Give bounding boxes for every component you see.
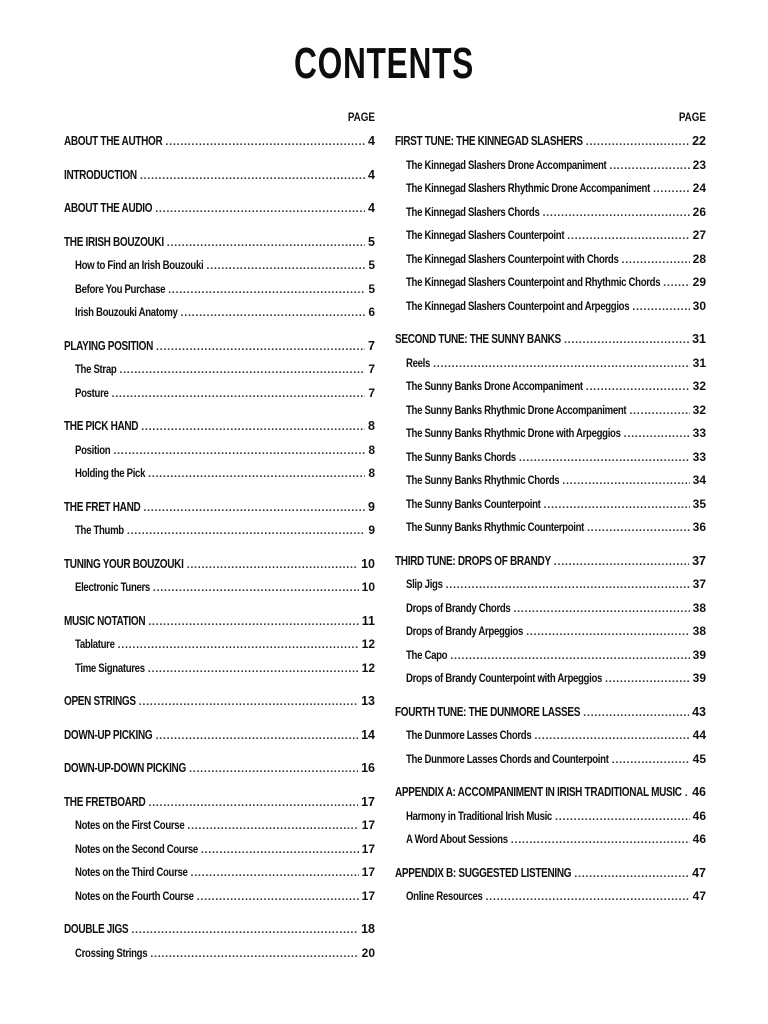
entry-page-number: 12 <box>361 660 375 675</box>
toc-section <box>64 197 375 221</box>
dot-leader <box>118 634 359 657</box>
dot-leader <box>139 691 358 714</box>
dot-leader <box>450 645 689 668</box>
dot-leader <box>148 463 365 486</box>
toc-section-entry[interactable] <box>64 791 375 815</box>
entry-page-number: 44 <box>692 728 706 742</box>
dot-leader <box>621 249 689 272</box>
toc-section-entry[interactable] <box>64 496 375 520</box>
toc-subsection-entry[interactable] <box>395 224 706 248</box>
toc-subsection-entry[interactable] <box>395 399 706 423</box>
entry-page-number: 17 <box>361 818 375 832</box>
toc-subsection-entry[interactable] <box>395 422 706 446</box>
entry-page-number: 5 <box>368 234 375 249</box>
dot-leader <box>148 792 358 815</box>
dot-leader <box>519 447 690 470</box>
entry-title: How to Find an Irish Bouzouki <box>75 258 204 272</box>
dot-leader <box>511 829 690 852</box>
dot-leader <box>624 423 690 446</box>
toc-section <box>395 550 706 691</box>
toc-subsection-entry[interactable] <box>64 838 375 862</box>
dot-leader <box>148 611 359 634</box>
entry-page-number: 36 <box>692 520 706 534</box>
toc-section-entry[interactable] <box>395 550 706 574</box>
dot-leader <box>140 165 365 188</box>
entry-page-number: 12 <box>361 637 375 651</box>
dot-leader <box>567 225 689 248</box>
entry-title: Drops of Brandy Arpeggios <box>406 624 523 638</box>
toc-section-entry[interactable] <box>64 130 375 154</box>
entry-title: The Kinnegad Slashers Rhythmic Drone Accompaniment <box>406 181 650 195</box>
dot-leader <box>155 198 365 221</box>
toc-sections <box>64 130 375 965</box>
dot-leader <box>197 886 359 909</box>
entry-page-number: 8 <box>368 419 375 433</box>
dot-leader <box>153 577 359 600</box>
entry-page-number: 47 <box>692 889 706 903</box>
entry-page-number: 9 <box>368 499 375 514</box>
entry-title: The Strap <box>75 362 117 376</box>
toc-section <box>395 862 706 909</box>
entry-page-number: 4 <box>368 167 375 182</box>
toc-section-entry[interactable] <box>64 164 375 188</box>
dot-leader <box>629 400 689 423</box>
toc-section-entry[interactable] <box>64 335 375 359</box>
dot-leader <box>127 520 365 543</box>
entry-page-number: 5 <box>368 258 375 272</box>
dot-leader <box>609 155 689 178</box>
toc-subsection-entry[interactable] <box>395 748 706 772</box>
entry-title: The Thumb <box>75 523 124 537</box>
entry-title: FOURTH TUNE: THE DUNMORE LASSES <box>395 704 581 719</box>
entry-title: MUSIC NOTATION <box>64 613 146 628</box>
entry-page-number: 7 <box>368 338 375 353</box>
entry-page-number: 18 <box>361 922 375 936</box>
dot-leader <box>583 702 689 725</box>
dot-leader <box>653 178 690 201</box>
toc-subsection-entry[interactable] <box>395 620 706 644</box>
entry-title: Reels <box>406 355 431 370</box>
entry-page-number: 37 <box>692 577 706 591</box>
toc-subsection-entry[interactable] <box>64 576 375 600</box>
entry-page-number: 4 <box>368 201 375 215</box>
entry-title: The Sunny Banks Rhythmic Chords <box>406 473 560 487</box>
dot-leader <box>201 839 359 862</box>
toc-subsection-entry[interactable] <box>395 644 706 668</box>
toc-sections <box>395 130 706 909</box>
entry-page-number: 32 <box>692 402 706 417</box>
dot-leader <box>632 296 689 319</box>
entry-title: Electronic Tuners <box>75 580 150 594</box>
dot-leader <box>143 497 365 520</box>
toc-subsection-entry[interactable] <box>395 154 706 178</box>
dot-leader <box>564 329 689 352</box>
dot-leader <box>113 440 365 463</box>
entry-title: Crossing Strings <box>75 945 148 960</box>
entry-title: The Kinnegad Slashers Drone Accompaniment <box>406 157 607 172</box>
toc-section-entry[interactable] <box>395 130 706 154</box>
entry-title: The Sunny Banks Chords <box>406 449 516 464</box>
entry-title: Harmony in Traditional Irish Music <box>406 808 552 823</box>
toc-subsection-entry[interactable] <box>395 295 706 319</box>
toc-section <box>64 164 375 188</box>
entry-title: The Sunny Banks Drone Accompaniment <box>406 379 583 393</box>
entry-title: Notes on the Third Course <box>75 865 188 879</box>
dot-leader <box>605 668 690 691</box>
entry-title: Online Resources <box>406 889 483 903</box>
entry-page-number: 8 <box>368 442 375 457</box>
dot-leader <box>513 598 689 621</box>
entry-page-number: 17 <box>361 841 375 856</box>
dot-leader <box>542 202 689 225</box>
entry-page-number: 13 <box>361 694 375 708</box>
entry-title: The Sunny Banks Rhythmic Drone with Arpeggios <box>406 426 621 440</box>
entry-page-number: 32 <box>692 379 706 393</box>
dot-leader <box>119 359 365 382</box>
toc-section <box>395 781 706 852</box>
toc-subsection-entry[interactable] <box>64 439 375 463</box>
toc-subsection-entry[interactable] <box>395 271 706 295</box>
entry-title: Notes on the Second Course <box>75 841 198 856</box>
entry-title: FIRST TUNE: THE KINNEGAD SLASHERS <box>395 134 583 148</box>
dot-leader <box>165 131 365 154</box>
entry-title: Slip Jigs <box>406 577 443 591</box>
entry-page-number: 47 <box>692 865 706 880</box>
dot-leader <box>544 494 690 517</box>
entry-page-number: 17 <box>361 794 375 809</box>
toc-subsection-entry[interactable] <box>395 493 706 517</box>
entry-title: Position <box>75 442 111 457</box>
toc-subsection-entry[interactable] <box>395 248 706 272</box>
toc-section <box>64 724 375 748</box>
entry-page-number: 7 <box>368 362 375 376</box>
toc-section <box>395 328 706 540</box>
dot-leader <box>526 621 690 644</box>
entry-page-number: 33 <box>692 426 706 440</box>
toc-subsection-entry[interactable] <box>64 942 375 966</box>
entry-page-number: 17 <box>361 888 375 903</box>
entry-title: ABOUT THE AUTHOR <box>64 134 163 148</box>
toc-section-entry[interactable] <box>64 690 375 714</box>
entry-title: The Kinnegad Slashers Counterpoint <box>406 228 565 242</box>
toc-section-entry[interactable] <box>64 415 375 439</box>
entry-page-number: 38 <box>692 624 706 638</box>
entry-title: Tablature <box>75 637 115 651</box>
toc-section-entry[interactable] <box>64 197 375 221</box>
entry-page-number: 39 <box>692 671 706 685</box>
dot-leader <box>685 782 689 805</box>
toc-section-entry[interactable] <box>64 610 375 634</box>
entry-title: OPEN STRINGS <box>64 694 136 708</box>
entry-title: The Capo <box>406 647 448 662</box>
dot-leader <box>131 919 358 942</box>
entry-page-number: 23 <box>692 157 706 172</box>
toc-section <box>64 496 375 543</box>
toc-subsection-entry[interactable] <box>64 358 375 382</box>
entry-title: The Kinnegad Slashers Counterpoint and Rhythmic Chords <box>406 275 661 289</box>
toc-section-entry[interactable] <box>64 231 375 255</box>
entry-title: PLAYING POSITION <box>64 338 153 353</box>
dot-leader <box>112 383 366 406</box>
dot-leader <box>485 886 689 909</box>
entry-title: THIRD TUNE: DROPS OF BRANDY <box>395 553 551 568</box>
entry-title: Posture <box>75 385 109 400</box>
toc-section-entry[interactable] <box>395 781 706 805</box>
toc-subsection-entry[interactable] <box>395 516 706 540</box>
entry-page-number: 14 <box>361 727 375 742</box>
page-title: CONTENTS <box>294 39 474 88</box>
toc-subsection-entry[interactable] <box>64 861 375 885</box>
entry-title: Drops of Brandy Chords <box>406 600 511 615</box>
entry-page-number: 39 <box>692 647 706 662</box>
toc-subsection-entry[interactable] <box>395 375 706 399</box>
entry-title: Before You Purchase <box>75 281 166 296</box>
toc-subsection-entry[interactable] <box>64 278 375 302</box>
entry-page-number: 4 <box>368 134 375 148</box>
toc-section-entry[interactable] <box>395 862 706 886</box>
entry-page-number: 31 <box>692 355 706 370</box>
toc-section <box>64 553 375 600</box>
toc-subsection-entry[interactable] <box>395 828 706 852</box>
dot-leader <box>586 376 690 399</box>
entry-page-number: 31 <box>692 332 706 346</box>
toc-subsection-entry[interactable] <box>64 382 375 406</box>
page-column-header: PAGE <box>347 110 375 124</box>
dot-leader <box>586 131 689 154</box>
dot-leader <box>148 658 359 681</box>
entry-title: Notes on the First Course <box>75 818 185 832</box>
toc-section-entry[interactable] <box>64 724 375 748</box>
entry-page-number: 8 <box>368 466 375 480</box>
toc-section-entry[interactable] <box>64 918 375 942</box>
toc-subsection-entry[interactable] <box>64 657 375 681</box>
entry-title: Notes on the Fourth Course <box>75 888 194 903</box>
dot-leader <box>181 302 366 325</box>
entry-page-number: 38 <box>692 600 706 615</box>
dot-leader <box>150 943 358 966</box>
entry-page-number: 43 <box>692 704 706 719</box>
entry-page-number: 27 <box>692 228 706 242</box>
entry-page-number: 16 <box>361 761 375 775</box>
dot-leader <box>189 758 358 781</box>
dot-leader <box>587 517 690 540</box>
entry-title: Drops of Brandy Counterpoint with Arpeggios <box>406 671 603 685</box>
entry-page-number: 37 <box>692 553 706 568</box>
entry-page-number: 46 <box>692 785 706 799</box>
toc-subsection-entry[interactable] <box>64 462 375 486</box>
entry-page-number: 26 <box>692 204 706 219</box>
entry-page-number: 34 <box>692 473 706 487</box>
toc-subsection-entry[interactable] <box>64 633 375 657</box>
dot-leader <box>187 815 358 838</box>
entry-page-number: 17 <box>361 865 375 879</box>
toc-subsection-entry[interactable] <box>64 814 375 838</box>
entry-page-number: 11 <box>361 613 375 628</box>
toc-subsection-entry[interactable] <box>395 805 706 829</box>
toc-column-right <box>395 109 706 919</box>
dot-leader <box>534 725 689 748</box>
toc-subsection-entry[interactable] <box>395 885 706 909</box>
entry-title: The Dunmore Lasses Chords <box>406 728 532 742</box>
entry-title: The Kinnegad Slashers Counterpoint with Chords <box>406 251 619 266</box>
entry-title: Time Signatures <box>75 660 145 675</box>
toc-section <box>64 757 375 781</box>
dot-leader <box>168 279 365 302</box>
dot-leader <box>206 255 365 278</box>
toc-subsection-entry[interactable] <box>395 667 706 691</box>
dot-leader <box>554 551 689 574</box>
dot-leader <box>446 574 690 597</box>
entry-title: ABOUT THE AUDIO <box>64 201 153 215</box>
toc-subsection-entry[interactable] <box>395 201 706 225</box>
entry-title: The Kinnegad Slashers Chords <box>406 204 540 219</box>
entry-page-number: 9 <box>368 523 375 537</box>
dot-leader <box>167 232 365 255</box>
toc-section-entry[interactable] <box>395 328 706 352</box>
toc-section <box>64 690 375 714</box>
entry-title: SECOND TUNE: THE SUNNY BANKS <box>395 332 561 346</box>
toc-subsection-entry[interactable] <box>64 519 375 543</box>
toc-subsection-entry[interactable] <box>395 724 706 748</box>
entry-title: APPENDIX A: ACCOMPANIMENT IN IRISH TRADITIONAL MUSIC <box>395 785 682 799</box>
entry-page-number: 6 <box>368 305 375 319</box>
page-column-header: PAGE <box>678 110 706 124</box>
toc-section <box>64 791 375 909</box>
entry-page-number: 33 <box>692 449 706 464</box>
dot-leader <box>663 272 689 295</box>
entry-title: APPENDIX B: SUGGESTED LISTENING <box>395 865 572 880</box>
toc-section <box>395 130 706 318</box>
entry-title: THE PICK HAND <box>64 419 139 433</box>
toc-subsection-entry[interactable] <box>395 446 706 470</box>
entry-title: DOUBLE JIGS <box>64 922 129 936</box>
entry-title: A Word About Sessions <box>406 832 508 846</box>
entry-page-number: 5 <box>368 281 375 296</box>
toc-section-entry[interactable] <box>395 701 706 725</box>
dot-leader <box>156 336 365 359</box>
entry-title: The Dunmore Lasses Chords and Counterpoint <box>406 751 609 766</box>
toc-subsection-entry[interactable] <box>395 469 706 493</box>
toc-section <box>64 610 375 681</box>
dot-leader <box>191 862 359 885</box>
entry-page-number: 35 <box>692 496 706 511</box>
toc-subsection-entry[interactable] <box>64 301 375 325</box>
entry-page-number: 24 <box>692 181 706 195</box>
entry-title: The Sunny Banks Rhythmic Counterpoint <box>406 520 585 534</box>
entry-title: Irish Bouzouki Anatomy <box>75 305 178 319</box>
dot-leader <box>562 470 689 493</box>
dot-leader <box>141 416 365 439</box>
dot-leader <box>187 554 358 577</box>
entry-title: Holding the Pick <box>75 466 146 480</box>
entry-page-number: 10 <box>361 580 375 594</box>
entry-title: DOWN-UP PICKING <box>64 727 153 742</box>
toc-column-left <box>64 109 375 975</box>
dot-leader <box>574 863 689 886</box>
entry-page-number: 10 <box>361 556 375 571</box>
toc-subsection-entry[interactable] <box>64 254 375 278</box>
entry-title: THE IRISH BOUZOUKI <box>64 234 164 249</box>
entry-title: THE FRETBOARD <box>64 794 146 809</box>
entry-page-number: 30 <box>692 298 706 313</box>
entry-page-number: 46 <box>692 832 706 846</box>
toc-subsection-entry[interactable] <box>395 573 706 597</box>
entry-page-number: 22 <box>692 134 706 148</box>
dot-leader <box>155 725 358 748</box>
toc-section <box>64 335 375 406</box>
entry-page-number: 7 <box>368 385 375 400</box>
toc-section-entry[interactable] <box>64 553 375 577</box>
entry-title: The Kinnegad Slashers Counterpoint and Arpeggios <box>406 298 630 313</box>
toc-section-entry[interactable] <box>64 757 375 781</box>
dot-leader <box>612 749 690 772</box>
toc-section <box>64 415 375 486</box>
entry-title: INTRODUCTION <box>64 167 137 182</box>
toc-subsection-entry[interactable] <box>395 597 706 621</box>
toc-section <box>64 130 375 154</box>
toc-section <box>64 918 375 965</box>
entry-title: The Sunny Banks Rhythmic Drone Accompaniment <box>406 402 627 417</box>
toc-subsection-entry[interactable] <box>395 177 706 201</box>
toc-subsection-entry[interactable] <box>395 352 706 376</box>
toc-section <box>395 701 706 772</box>
entry-title: The Sunny Banks Counterpoint <box>406 496 541 511</box>
entry-title: DOWN-UP-DOWN PICKING <box>64 761 186 775</box>
entry-title: TUNING YOUR BOUZOUKI <box>64 556 184 571</box>
dot-leader <box>555 806 690 829</box>
entry-page-number: 46 <box>692 808 706 823</box>
entry-page-number: 20 <box>361 945 375 960</box>
toc-subsection-entry[interactable] <box>64 885 375 909</box>
entry-title: THE FRET HAND <box>64 499 141 514</box>
entry-page-number: 29 <box>692 275 706 289</box>
entry-page-number: 45 <box>692 751 706 766</box>
entry-page-number: 28 <box>692 251 706 266</box>
toc-section <box>64 231 375 325</box>
dot-leader <box>433 353 690 376</box>
